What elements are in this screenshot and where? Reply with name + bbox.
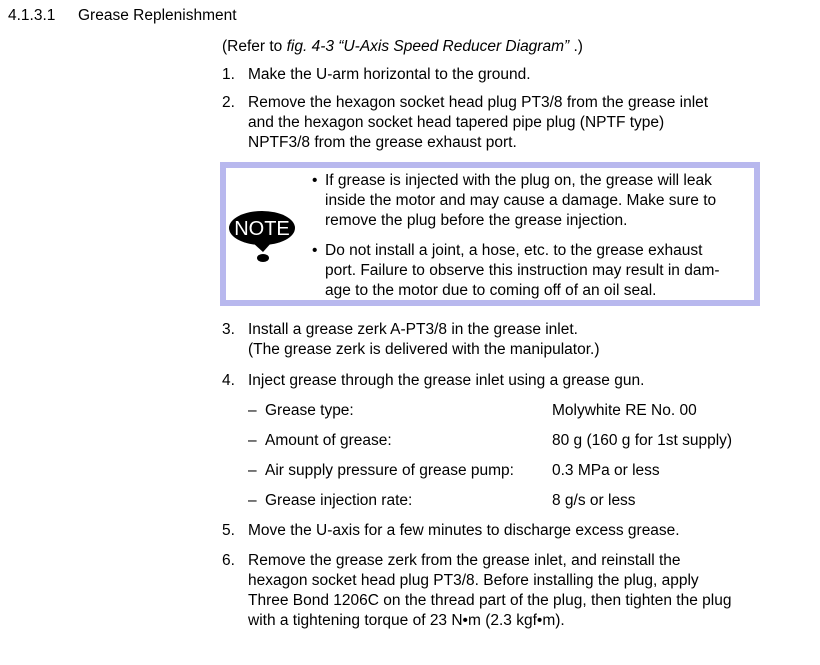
step-number: 2. [222, 94, 235, 111]
spec-dash: – [248, 492, 257, 509]
step-text: (The grease zerk is delivered with the manipulator.) [248, 341, 600, 358]
step-text: Move the U-axis for a few minutes to discharge excess grease. [248, 522, 680, 539]
section-title: Grease Replenishment [78, 7, 237, 24]
figure-link[interactable]: fig. 4-3 “U-Axis Speed Reducer Diagram” [286, 38, 570, 55]
step-text: NPTF3/8 from the grease exhaust port. [248, 134, 517, 151]
step-text: Make the U-arm horizontal to the ground. [248, 66, 531, 83]
spec-dash: – [248, 462, 257, 479]
note-icon-label: NOTE [234, 218, 290, 240]
refer-prefix: (Refer to [222, 38, 287, 55]
note-bullet: • [312, 242, 318, 259]
note-text: port. Failure to observe this instruction may result in dam- [325, 262, 720, 279]
step-text: Inject grease through the grease inlet using a grease gun. [248, 372, 645, 389]
spec-label: Grease type: [265, 402, 354, 419]
step-text: and the hexagon socket head tapered pipe plug (NPTF type) [248, 114, 665, 131]
spec-value: 8 g/s or less [552, 492, 636, 509]
step-text: Three Bond 1206C on the thread part of the plug, then tighten the plug [248, 592, 732, 609]
spec-dash: – [248, 402, 257, 419]
step-text: Install a grease zerk A-PT3/8 in the grease inlet. [248, 321, 578, 338]
section-number: 4.1.3.1 [8, 7, 56, 24]
spec-dash: – [248, 432, 257, 449]
note-icon [228, 208, 298, 264]
spec-label: Grease injection rate: [265, 492, 413, 509]
step-number: 5. [222, 522, 235, 539]
step-number: 3. [222, 321, 235, 338]
note-bullet: • [312, 172, 318, 189]
spec-label: Air supply pressure of grease pump: [265, 462, 514, 479]
note-text: If grease is injected with the plug on, the grease will leak [325, 172, 712, 189]
spec-label: Amount of grease: [265, 432, 392, 449]
step-text: with a tightening torque of 23 N•m (2.3 kgf•m). [248, 612, 565, 629]
step-number: 1. [222, 66, 235, 83]
spec-value: 0.3 MPa or less [552, 462, 660, 479]
step-text: Remove the grease zerk from the grease inlet, and reinstall the [248, 552, 681, 569]
step-text: Remove the hexagon socket head plug PT3/8 from the grease inlet [248, 94, 709, 111]
note-text: Do not install a joint, a hose, etc. to the grease exhaust [325, 242, 703, 259]
note-text: age to the motor due to coming off of an oil seal. [325, 282, 657, 299]
figure-reference [222, 37, 583, 57]
note-text: inside the motor and may cause a damage. Make sure to [325, 192, 717, 209]
step-number: 6. [222, 552, 235, 569]
spec-value: Molywhite RE No. 00 [552, 402, 697, 419]
spec-value: 80 g (160 g for 1st supply) [552, 432, 733, 449]
note-text: remove the plug before the grease injection. [325, 212, 628, 229]
step-number: 4. [222, 372, 235, 389]
refer-suffix: .) [569, 38, 583, 55]
step-text: hexagon socket head plug PT3/8. Before installing the plug, apply [248, 572, 699, 589]
